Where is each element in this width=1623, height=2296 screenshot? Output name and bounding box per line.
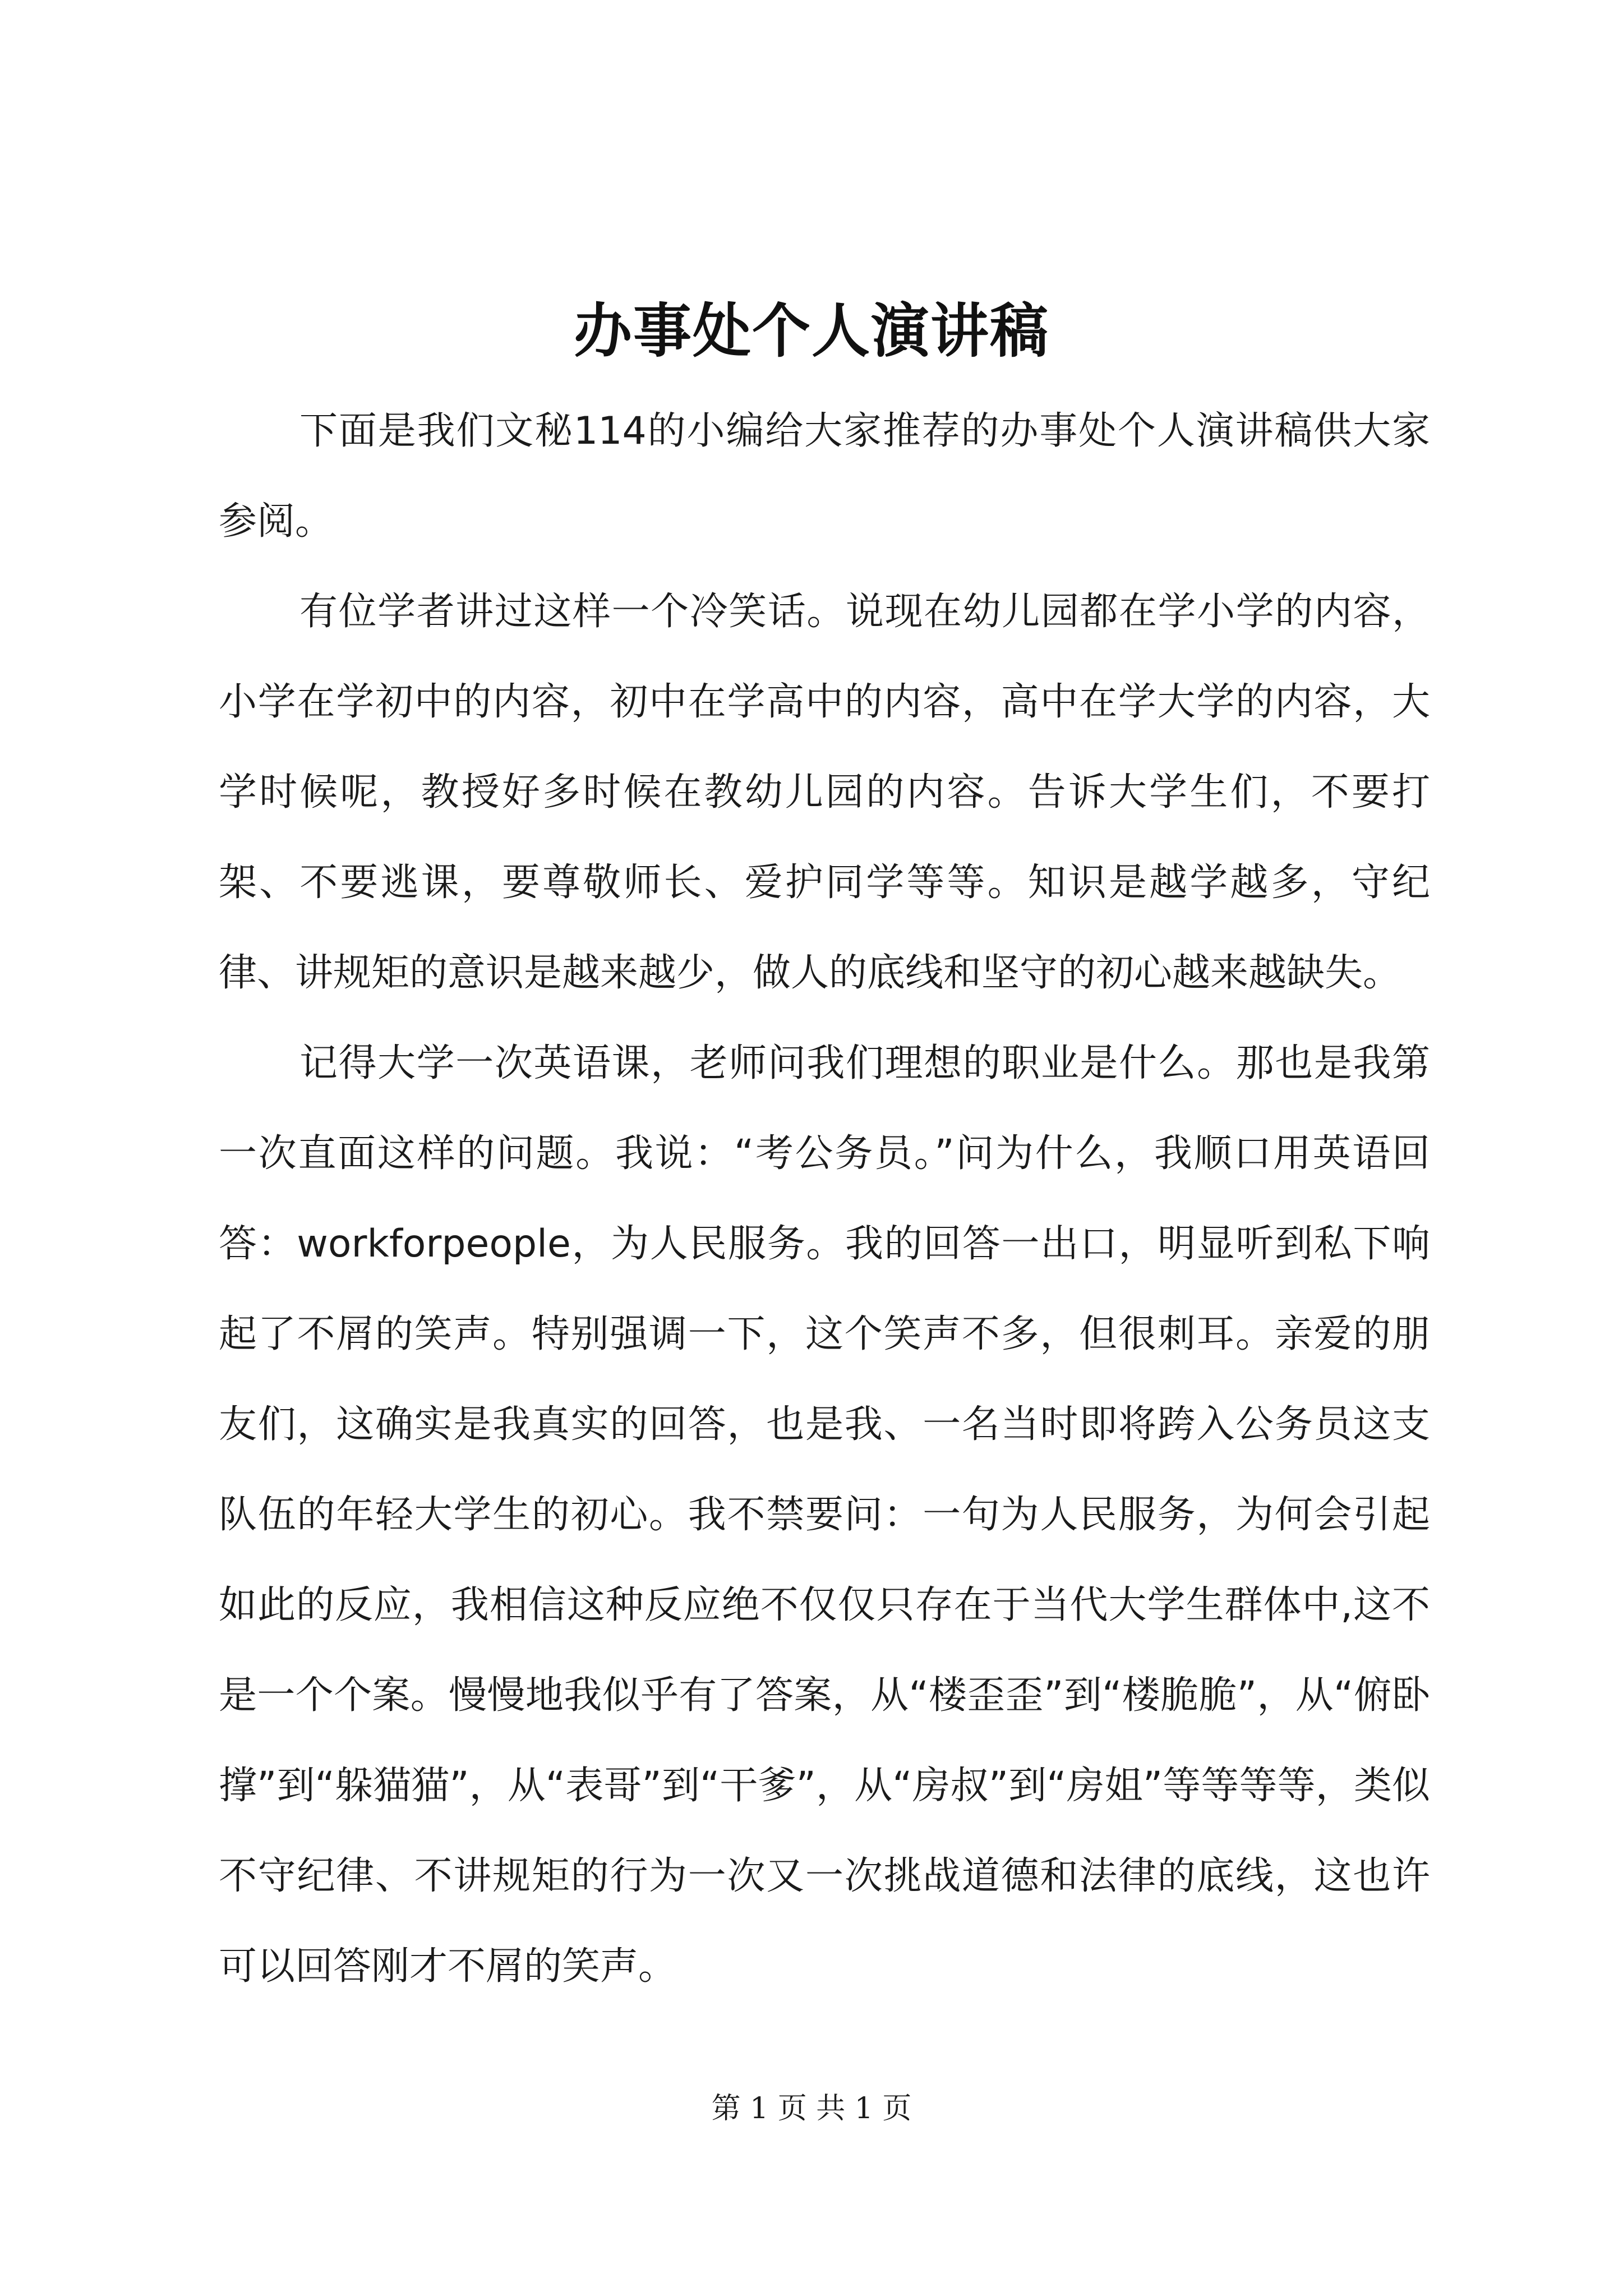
paragraph-joke: 有位学者讲过这样一个冷笑话。说现在幼儿园都在学小学的内容，小学在学初中的内容，初中在学高中的内容，高中在学大学的内容，大学时候呢，教授好多时候在教幼儿园的内容。告诉大学生们，不要打架、不要逃课，要尊敬师长、爱护同学等等。知识是越学越多，守纪律、讲规矩的意识是越来越少，做人的底线和坚守的初心越来越缺失。 [219, 590, 1430, 995]
paragraph-english-class: 记得大学一次英语课，老师问我们理想的职业是什么。那也是我第一次直面这样的问题。我说：“考公务员。”问为什么，我顺口用英语回答：workforpeople，为人民服务。我的回答一出口，明显听到私下响起了不屑的笑声。特别强调一下，这个笑声不多，但很刺耳。亲爱的朋友们，这确实是我真实的回答，也是我、一名当时即将跨入公务员这支队伍的年轻大学生的初心。我不禁要问：一句为人民服务，为何会引起如此的反应，我相信这种反应绝不仅仅只存在于当代大学生群体中,这不是一个个案。慢慢地我似乎有了答案，从“楼歪歪”到“楼脆脆”，从“俯卧撑”到“躲猫猫”，从“表哥”到“干爹”，从“房叔”到“房姐”等等等等，类似不守纪律、不讲规矩的行为一次又一次挑战道德和法律的底线，这也许可以回答刚才不屑的笑声。 [219, 1041, 1430, 1989]
document-body [219, 386, 1430, 2012]
page-number-footer: 第 1 页 共 1 页 [711, 2092, 912, 2125]
paragraph-intro: 下面是我们文秘114的小编给大家推荐的办事处个人演讲稿供大家参阅。 [219, 409, 1430, 544]
document-title: 办事处个人演讲稿 [573, 296, 1049, 365]
